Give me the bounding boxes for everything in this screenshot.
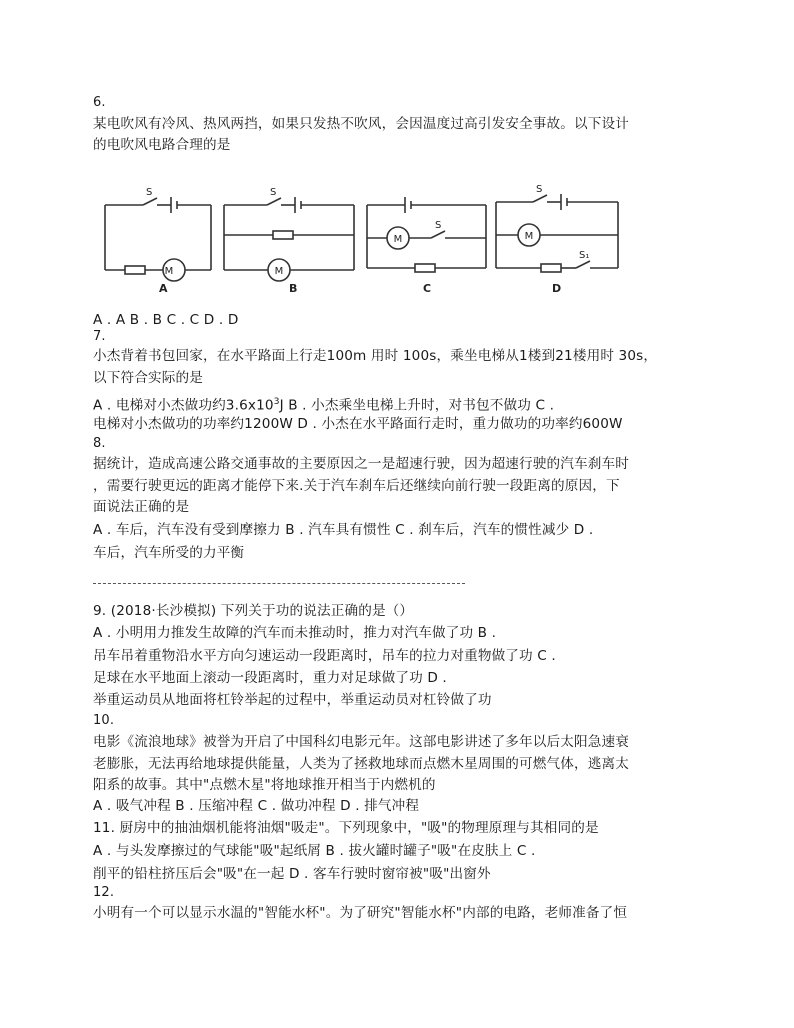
q7-stem-line1: 小杰背着书包回家，在水平路面上行走100m 用时 100s，乘坐电梯从1楼到21楼用时 30s，: [93, 348, 658, 364]
q7-options-line2: 电梯对小杰做功的功率约1200W D . 小杰在水平路面行走时，重力做功的功率约600W: [93, 416, 623, 432]
q6-options: A . A B . B C . C D . D: [93, 312, 239, 328]
q7-number: 7.: [93, 329, 106, 344]
q7-option-a-pre: A . 电梯对小杰做功约3.6x10: [93, 397, 274, 414]
q6-stem-line1: 某电吹风有冷风、热风两挡，如果只发热不吹风，会因温度过高引发安全事故。以下设计: [93, 116, 630, 132]
q8-stem-line1: 据统计，造成高速公路交通事故的主要原因之一是超速行驶，因为超速行驶的汽车刹车时: [93, 456, 630, 472]
q7-option-a-post: J B . 小杰乘坐电梯上升时，对书包不做功 C .: [279, 397, 555, 414]
q6-circuit-diagrams: [93, 180, 633, 300]
q9-option-line2: 吊车吊着重物沿水平方向匀速运动一段距离时，吊车的拉力对重物做了功 C .: [93, 648, 556, 664]
q6-number: 6.: [93, 95, 106, 110]
q10-stem-line2: 老膨胀，无法再给地球提供能量，人类为了拯救地球而点燃木星周围的可燃气体，逃离太: [93, 756, 630, 772]
circuit-c-label: C: [423, 282, 432, 295]
q7-stem-line2: 以下符合实际的是: [93, 370, 203, 386]
q8-stem-line2: ，需要行驶更远的距离才能停下来.关于汽车刹车后还继续向前行驶一段距离的原因，下: [93, 478, 620, 494]
q7-exponent: 3: [273, 397, 280, 407]
circuit-c-motor-label: M: [393, 234, 403, 245]
section-divider: [93, 583, 465, 584]
circuit-d: [496, 194, 618, 272]
q6-stem-line2: 的电吹风电路合理的是: [93, 137, 231, 153]
circuit-d-switch-label: S: [536, 184, 543, 195]
circuit-a-switch-label: S: [146, 187, 153, 198]
q8-options-line2: 车后，汽车所受的力平衡: [93, 545, 245, 561]
q10-stem-line1: 电影《流浪地球》被誉为开启了中国科幻电影元年。这部电影讲述了多年以后太阳急速衰: [93, 734, 630, 750]
circuit-a-label: A: [159, 282, 168, 295]
q11-options-line2: 削平的铅柱挤压后会"吸"在一起 D . 客车行驶时窗帘被"吸"出窗外: [93, 866, 491, 882]
circuit-d-switch-s1-label: S₁: [579, 250, 590, 261]
q8-number: 8.: [93, 436, 106, 451]
q9-option-line4: 举重运动员从地面将杠铃举起的过程中，举重运动员对杠铃做了功: [93, 692, 492, 708]
q8-stem-line3: 面说法正确的是: [93, 499, 190, 515]
circuit-b-switch-label: S: [270, 187, 277, 198]
q8-options-line1: A . 车后，汽车没有受到摩擦力 B . 汽车具有惯性 C . 刹车后，汽车的惯性减少 D .: [93, 522, 594, 538]
q12-stem-line1: 小明有一个可以显示水温的"智能水杯"。为了研究"智能水杯"内部的电路，老师准备了恒: [93, 905, 628, 921]
q11-stem: 11. 厨房中的抽油烟机能将油烟"吸走"。下列现象中，"吸"的物理原理与其相同的是: [93, 820, 599, 836]
q9-option-line3: 足球在水平地面上滚动一段距离时，重力对足球做了功 D .: [93, 670, 447, 686]
circuit-b-motor-label: M: [274, 266, 284, 277]
circuit-a-motor-label: M: [164, 266, 174, 277]
q7-options-line1: [93, 393, 554, 415]
q10-stem-line3: 阳系的故事。其中"点燃木星"将地球推开相当于内燃机的: [93, 777, 436, 793]
q10-number: 10.: [93, 713, 115, 728]
q9-option-line1: A . 小明用力推发生故障的汽车而未推动时，推力对汽车做了功 B .: [93, 625, 497, 641]
circuit-d-motor-label: M: [524, 231, 534, 242]
q12-number: 12.: [93, 885, 115, 900]
circuit-b-label: B: [289, 282, 298, 295]
q11-options-line1: A . 与头发摩擦过的气球能"吸"起纸屑 B . 拔火罐时罐子"吸"在皮肤上 C .: [93, 843, 536, 859]
circuit-d-label: D: [552, 282, 562, 295]
circuit-c: [367, 197, 486, 272]
circuit-b: [224, 197, 354, 281]
circuit-a: [105, 197, 211, 281]
circuit-c-switch-label: S: [435, 220, 442, 231]
q10-options: A . 吸气冲程 B . 压缩冲程 C . 做功冲程 D . 排气冲程: [93, 798, 420, 814]
q9-stem: 9. (2018·长沙模拟) 下列关于功的说法正确的是（）: [93, 603, 414, 619]
